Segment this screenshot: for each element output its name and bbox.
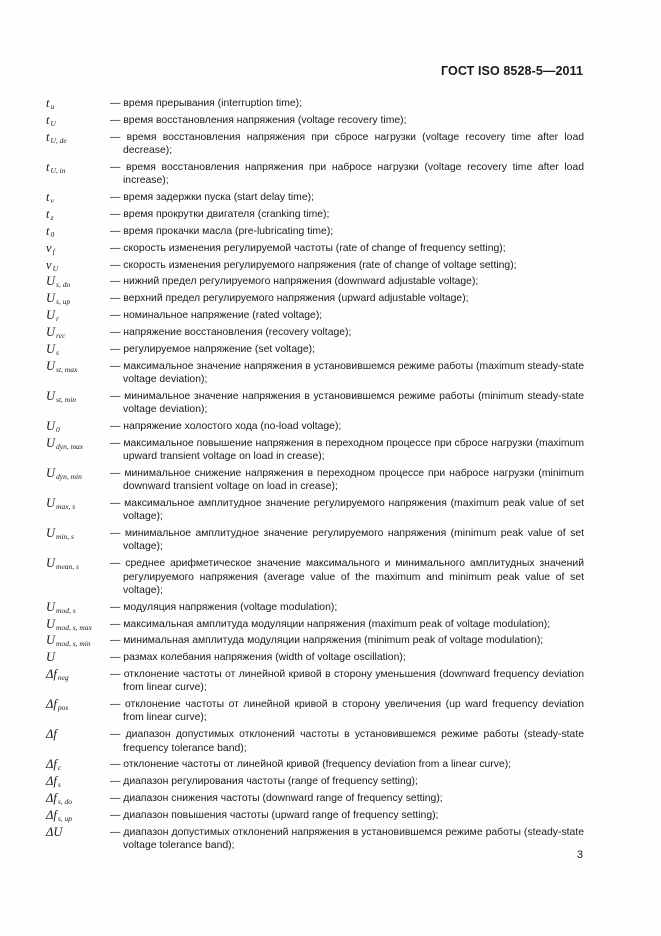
symbol-subscript: U, in (50, 165, 66, 175)
symbol-subscript: s (56, 347, 59, 357)
symbol (46, 668, 110, 681)
definition-text: — напряжение восстановления (recovery voltage); (110, 327, 352, 339)
symbol (46, 390, 110, 403)
symbol-subscript: s, up (56, 297, 71, 307)
symbol-base: U (46, 435, 56, 450)
symbol (46, 161, 110, 174)
symbol-base: t (46, 96, 50, 110)
definition-text: — время прокачки масла (pre-lubricating time); (110, 225, 334, 237)
symbol-subscript: z (50, 212, 54, 222)
definition-row (46, 390, 584, 416)
symbol-subscript: r (56, 314, 59, 324)
symbol-subscript: mod, s, min (56, 639, 91, 649)
symbol (46, 557, 110, 570)
definition-row (46, 758, 584, 771)
definition-row (46, 618, 584, 631)
page-number: 3 (576, 849, 583, 861)
definition-row (46, 309, 584, 322)
definition-row (46, 259, 584, 272)
symbol (46, 618, 110, 631)
definition-text: — минимальное снижение напряжения в переходном процессе при набросе нагрузки (minimum downward transient voltage on load in crease); (110, 468, 584, 493)
symbol-subscript: neg (57, 673, 69, 683)
symbol-subscript: mod, s (56, 605, 76, 615)
symbol (46, 527, 110, 540)
symbol-base: t (46, 159, 50, 174)
symbol (46, 758, 110, 771)
symbol-base: Δf (46, 667, 57, 682)
definition-row (46, 292, 584, 305)
symbol-subscript: c (57, 763, 62, 773)
symbol-subscript: u (50, 102, 55, 111)
symbol (46, 728, 110, 741)
symbol-subscript: U (50, 118, 56, 128)
definition-text: — время прерывания (interruption time); (110, 98, 302, 109)
definition-text: — напряжение холостого хода (no-load voltage); (110, 421, 342, 433)
symbol-subscript: s, up (57, 814, 72, 824)
symbol (46, 792, 110, 805)
definition-row (46, 114, 584, 127)
definition-text: — время задержки пуска (start delay time); (110, 191, 314, 203)
symbol-base: U (46, 599, 56, 614)
symbol (46, 343, 110, 356)
definition-text: — диапазон допустимых отклонений частоты в установившемся режиме работы (steady-state frequency tolerance band); (110, 729, 584, 754)
definition-text: — отклонение частоты от линейной кривой (frequency deviation from a linear curve); (110, 759, 512, 771)
definition-row (46, 698, 584, 724)
symbol (46, 497, 110, 510)
definition-text: — диапазон снижения частоты (downward range of frequency setting); (110, 793, 443, 805)
symbol-base: t (46, 223, 50, 238)
symbol-base: U (46, 291, 56, 306)
definition-row (46, 601, 584, 614)
definition-row (46, 826, 584, 852)
symbol (46, 809, 110, 822)
definition-text: — регулируемое напряжение (set voltage); (110, 343, 315, 355)
definition-row (46, 191, 584, 204)
definition-text: — отклонение частоты от линейной кривой в сторону уменьшения (downward frequency deviation from linear curve); (110, 669, 584, 694)
symbol-base: U (46, 308, 56, 323)
definition-text: — время восстановления напряжения при набросе нагрузки (voltage recovery time after load increase); (110, 161, 584, 187)
symbol-subscript: v (50, 195, 54, 205)
symbol-subscript: s, do (57, 797, 72, 807)
symbol-base: t (46, 129, 50, 144)
symbol-base: v (46, 240, 52, 255)
definition-row (46, 161, 584, 187)
definition-row (46, 326, 584, 339)
symbol (46, 97, 110, 110)
symbol (46, 420, 110, 433)
symbol-base: U (46, 526, 56, 541)
definition-text: — верхний предел регулируемого напряжения (upward adjustable voltage); (110, 293, 469, 305)
symbol-base: Δf (46, 757, 57, 772)
definition-text: — скорость изменения регулируемого напряжения (rate of change of voltage setting); (110, 259, 517, 271)
symbol (46, 601, 110, 614)
symbol-subscript: mod, s, max (56, 622, 92, 632)
symbol-subscript: max, s (56, 502, 76, 512)
symbol-base: U (46, 556, 56, 571)
symbol-subscript: s, do (56, 280, 71, 290)
symbol-base: t (46, 189, 50, 204)
symbol-subscript: pos (57, 703, 69, 713)
symbol (46, 775, 110, 788)
definition-text: — максимальная амплитуда модуляции напряжения (maximum peak of voltage modulation); (110, 618, 551, 630)
definition-text: — минимальное амплитудное значение регулируемого напряжения (minimum peak value of set voltage); (110, 528, 584, 553)
definition-text: — время прокрутки двигателя (cranking time); (110, 208, 330, 220)
definition-text: — отклонение частоты от линейной кривой в сторону увеличения (up ward frequency deviation from linear curve); (110, 699, 584, 724)
symbol-subscript: st, min (56, 394, 77, 404)
definition-text: — размах колебания напряжения (width of voltage oscillation); (110, 652, 406, 664)
definition-row (46, 728, 584, 754)
definition-text: — время восстановления напряжения (voltage recovery time); (110, 114, 407, 126)
definition-text: — модуляция напряжения (voltage modulation); (110, 601, 338, 613)
symbol-subscript: f (52, 246, 55, 256)
symbol-base: v (46, 257, 52, 272)
document-header: ГОСТ ISO 8528-5—2011 (440, 64, 583, 78)
symbol (46, 208, 110, 221)
definition-text: — диапазон допустимых отклонений напряжения в установившемся режиме работы (steady-state voltage tolerance band); (110, 827, 584, 852)
definition-row (46, 242, 584, 255)
symbol-subscript: U (52, 263, 58, 273)
definition-text: — скорость изменения регулируемой частоты (rate of change of frequency setting); (110, 242, 506, 254)
definition-row (46, 809, 584, 822)
symbol-subscript: mean, s (56, 562, 79, 572)
definition-row (46, 527, 584, 553)
symbol-base: U (46, 419, 56, 434)
symbol (46, 242, 110, 255)
symbol (46, 326, 110, 339)
definition-row (46, 360, 584, 386)
definition-row (46, 651, 584, 664)
definition-text: — минимальная амплитуда модуляции напряжения (minimum peak of voltage modulation); (110, 635, 544, 647)
symbol-base: U (46, 496, 56, 511)
definition-text: — диапазон повышения частоты (upward range of frequency setting); (110, 810, 439, 822)
symbol-base: Δf (46, 697, 57, 712)
symbol-subscript: 0 (56, 425, 60, 435)
symbol (46, 634, 110, 647)
symbol-base: Δf (46, 808, 57, 823)
symbol-base: U (46, 633, 56, 648)
symbol-subscript: dyn, min (56, 472, 82, 482)
definition-row (46, 437, 584, 463)
symbol-subscript: 0 (50, 229, 55, 239)
definition-text: — диапазон регулирования частоты (range of frequency setting); (110, 776, 418, 788)
symbol (46, 437, 110, 450)
symbol (46, 131, 110, 144)
symbol-subscript: U, de (50, 135, 67, 145)
definition-row (46, 467, 584, 493)
symbol (46, 309, 110, 322)
symbol-subscript: min, s (56, 532, 74, 542)
symbol (46, 191, 110, 204)
symbol (46, 114, 110, 127)
symbol-base: t (46, 206, 50, 221)
symbol-subscript: s (57, 780, 61, 790)
symbol-subscript: dyn, max (56, 441, 84, 451)
definition-text: — максимальное амплитудное значение регулируемого напряжения (maximum peak value of set voltage); (110, 498, 584, 523)
symbol (46, 292, 110, 305)
definition-row (46, 497, 584, 523)
definition-row (46, 557, 584, 597)
symbol-base: ΔU (46, 825, 63, 840)
definition-row (46, 208, 584, 221)
symbol-base: U (46, 358, 56, 373)
symbol-base: Δf (46, 774, 57, 789)
symbol (46, 698, 110, 711)
symbol-base: Δf (46, 727, 57, 742)
definition-row (46, 668, 584, 694)
definition-text: — максимальное значение напряжения в установившемся режиме работы (maximum steady-state voltage deviation); (110, 360, 584, 386)
definition-row (46, 792, 584, 805)
definition-text: — минимальное значение напряжения в установившемся режиме работы (minimum steady-state voltage deviation); (110, 390, 584, 416)
symbol-base: U (46, 466, 56, 481)
symbol (46, 467, 110, 480)
definition-row (46, 275, 584, 288)
definition-row (46, 97, 584, 110)
symbol (46, 259, 110, 272)
definition-row (46, 225, 584, 238)
symbol-base: U (46, 650, 56, 665)
definition-text: — максимальное повышение напряжения в переходном процессе при сбросе нагрузки (maximum upward transient voltage on load in crease); (110, 437, 584, 463)
definition-row (46, 420, 584, 433)
symbol-base: U (46, 388, 56, 403)
definitions-list (46, 97, 584, 856)
symbol (46, 225, 110, 238)
definition-text: — нижний предел регулируемого напряжения (downward adjustable voltage); (110, 276, 479, 288)
symbol (46, 826, 110, 839)
definition-row (46, 634, 584, 647)
definition-row (46, 131, 584, 157)
symbol-base: Δf (46, 791, 57, 806)
symbol (46, 651, 110, 664)
symbol (46, 360, 110, 373)
symbol (46, 275, 110, 288)
definition-text: — среднее арифметическое значение максимального и минимального амплитудных значений регулируемого напряжения (average value of the maximum and minimum peak value of set voltage); (110, 558, 584, 596)
symbol-base: U (46, 274, 56, 289)
definition-row (46, 775, 584, 788)
symbol-base: U (46, 616, 56, 631)
symbol-subscript: rec (56, 331, 66, 341)
symbol-subscript: st, max (56, 364, 78, 374)
definition-text: — время восстановления напряжения при сбросе нагрузки (voltage recovery time after load decrease); (110, 131, 584, 156)
definition-row (46, 343, 584, 356)
symbol-base: U (46, 341, 56, 356)
definition-text: — номинальное напряжение (rated voltage); (110, 310, 323, 322)
symbol-base: t (46, 112, 50, 127)
symbol-base: U (46, 325, 56, 340)
